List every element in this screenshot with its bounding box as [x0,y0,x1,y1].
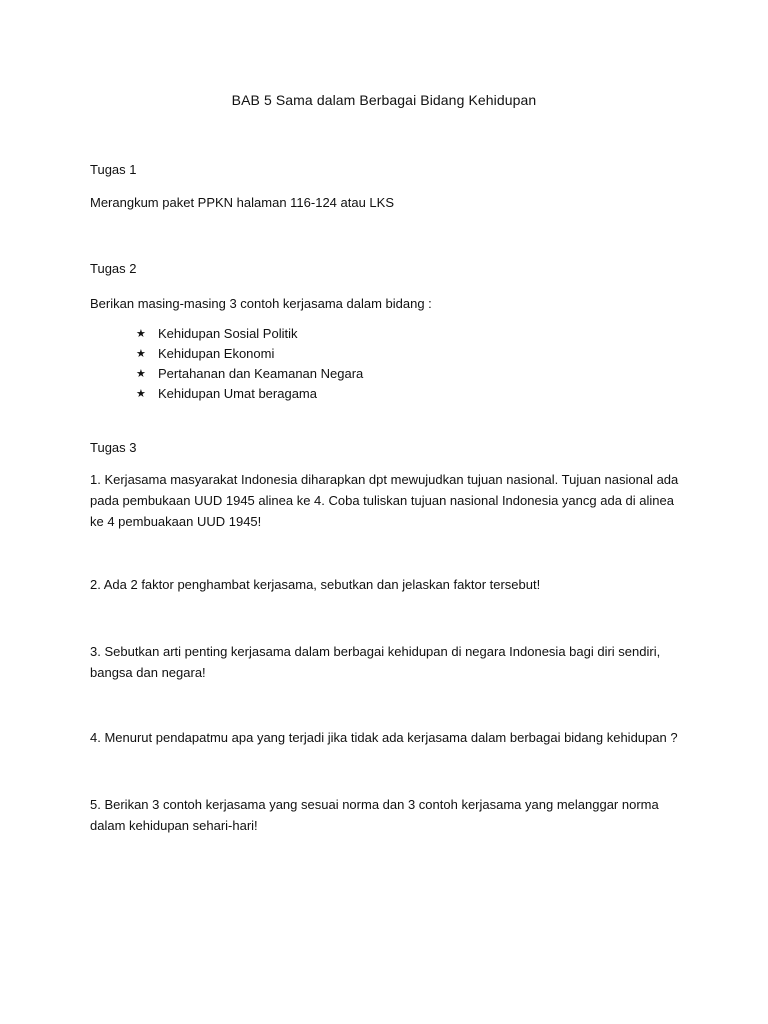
tugas-2-bullet-list [136,324,363,404]
tugas-1-heading: Tugas 1 [90,162,137,177]
document-title: BAB 5 Sama dalam Berbagai Bidang Kehidupan [231,92,537,108]
list-item [136,324,363,344]
star-icon: ★ [136,388,146,400]
list-item-label: Pertahanan dan Keamanan Negara [158,366,364,381]
star-icon: ★ [136,348,146,360]
tugas-2-intro: Berikan masing-masing 3 contoh kerjasama dalam bidang : [90,296,432,311]
list-item [136,364,363,384]
list-item-label: Kehidupan Umat beragama [158,386,317,401]
question-2: 2. Ada 2 faktor penghambat kerjasama, sebutkan dan jelaskan faktor tersebut! [90,577,541,592]
list-item-label: Kehidupan Sosial Politik [158,326,298,341]
tugas-1-text: Merangkum paket PPKN halaman 116-124 atau LKS [90,195,394,210]
question-3: 3. Sebutkan arti penting kerjasama dalam berbagai kehidupan di negara Indonesia bagi diri sendiri, bangsa dan negara! [90,644,661,680]
list-item [136,384,363,404]
tugas-3-heading: Tugas 3 [90,440,137,455]
star-icon: ★ [136,368,146,380]
list-item-label: Kehidupan Ekonomi [158,346,275,361]
list-item [136,344,363,364]
question-5: 5. Berikan 3 contoh kerjasama yang sesuai norma dan 3 contoh kerjasama yang melanggar norma dalam kehidupan sehari-hari! [90,797,659,833]
question-4: 4. Menurut pendapatmu apa yang terjadi jika tidak ada kerjasama dalam berbagai bidang kehidupan ? [90,730,678,745]
tugas-2-heading: Tugas 2 [90,261,137,276]
star-icon: ★ [136,328,146,340]
question-1: 1. Kerjasama masyarakat Indonesia diharapkan dpt mewujudkan tujuan nasional. Tujuan nasional ada pada pembukaan UUD 1945 alinea ke 4. Coba tuliskan tujuan nasional Indonesia yancg ada di alinea ke 4 pembuakaan UUD 1945! [90,472,679,529]
